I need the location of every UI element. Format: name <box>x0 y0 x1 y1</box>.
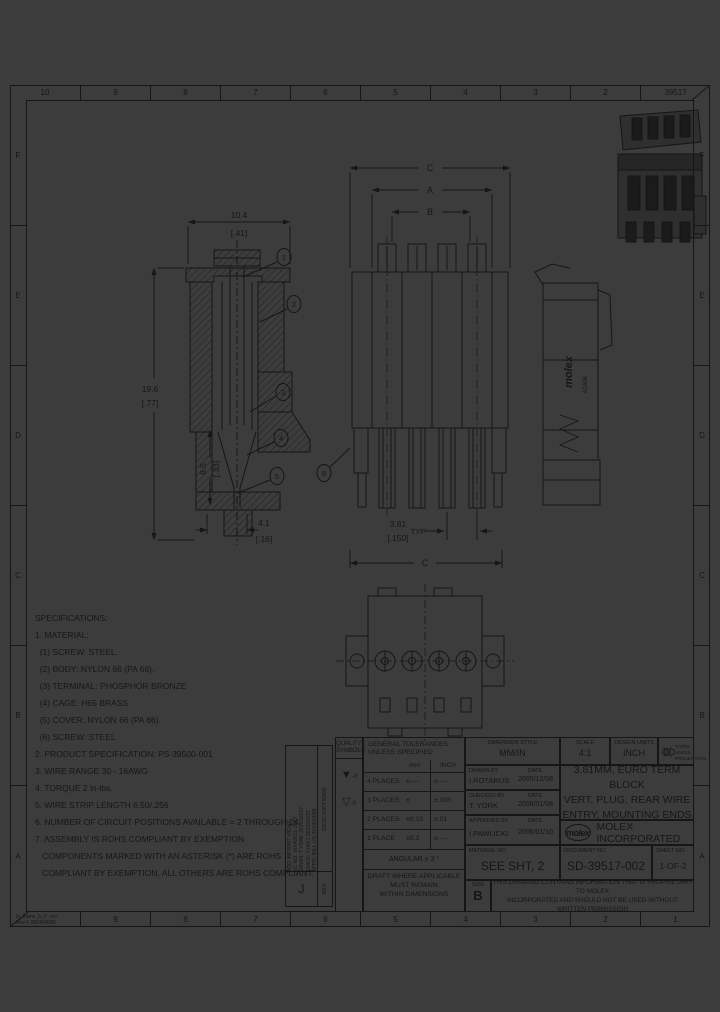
frame-note-line2: Rev F 2004/04/05 <box>16 919 56 926</box>
tol-row-1place: 1 PLACE ±0.3 ±---- <box>364 830 464 850</box>
scale-value: 4:1 <box>578 748 592 758</box>
drawing-title-line3: ENTRY, MOUNTING ENDS <box>562 808 692 821</box>
quality-symbol-filled-triangle: ▼-0 <box>340 769 358 781</box>
dimension-style-label: DIMENSION STYLE <box>487 740 538 746</box>
svg-text:4.1: 4.1 <box>258 518 270 528</box>
row-right-c: C <box>694 505 710 645</box>
drawn-date-label: DATE <box>528 768 543 774</box>
dimension-style-box <box>465 737 560 765</box>
tol-row-4places: 4 PLACES ±---- ±---- <box>364 773 464 792</box>
svg-text:C: C <box>426 163 434 173</box>
projection-box <box>658 737 706 765</box>
tol-row-3places: 3 PLACES ± ±.005 <box>364 792 464 811</box>
svg-text:[.33]: [.33] <box>211 460 221 478</box>
spec-line: (2) BODY: NYLON 66 (PA 66). <box>35 664 155 674</box>
material-value: SEE SHT, 2 <box>480 859 545 873</box>
size-label: SIZE <box>471 882 485 888</box>
row-left-e: E <box>10 225 26 365</box>
spec-line: COMPONENTS MARKED WITH AN ASTERISK (*) ARE ROHS <box>35 851 282 861</box>
row-left-a: A <box>10 785 26 927</box>
drawn-date-value: 2005/12/08 <box>518 776 554 783</box>
spec-line: COMPLIANT BY EXEMPTION, ALL OTHERS ARE ROHS COMPLIANT. <box>35 868 314 878</box>
design-units-box <box>610 737 658 765</box>
document-number-box <box>560 845 652 880</box>
approved-date-label: DATE <box>528 818 543 824</box>
spec-line: (1) SCREW: STEEL. <box>35 647 118 657</box>
revision-description-header: DESCRIPTIONS <box>322 787 328 831</box>
checked-by-value: T. YORK <box>469 801 499 810</box>
row-left-b: B <box>10 645 26 785</box>
frame-note-line1: lo_frame_b_P_rev <box>16 913 57 920</box>
spec-line: 2. PRODUCT SPECIFICATION: PS-39500-001 <box>35 749 213 759</box>
spec-line: 4. TORQUE 2 in-lbs. <box>35 783 113 793</box>
third-angle-projection-icon <box>661 746 675 758</box>
approved-by-box <box>465 815 560 845</box>
tol-row-2places: 2 PLACES ±0.13 ±.01 <box>364 811 464 830</box>
title-box <box>560 765 694 820</box>
svg-text:8.5: 8.5 <box>198 463 208 475</box>
zone-bottom-8: 8 <box>150 912 220 927</box>
approved-date-value: 2006/01/10 <box>518 829 554 836</box>
spec-line: 7. ASSEMBLY IS ROHS COMPLIANT BY EXEMPTION. <box>35 834 247 844</box>
dimension-style-value: MM/IN <box>499 748 526 758</box>
tolerances-header: GENERAL TOLERANCES UNLESS SPECIFIED <box>368 741 448 756</box>
row-left-d: D <box>10 365 26 505</box>
spec-line: 1. MATERIAL: <box>35 630 89 640</box>
molex-logo: molex <box>565 824 591 841</box>
spec-line: (4) CAGE: H65 BRASS <box>35 698 129 708</box>
drawn-by-value: I.ROTARUS <box>469 776 510 785</box>
zone-bottom-6: 6 <box>290 912 360 927</box>
svg-text:C: C <box>421 558 429 568</box>
svg-text:[.41]: [.41] <box>230 228 248 238</box>
size-box <box>465 880 491 912</box>
sheet-number-label: SHEET NO. <box>656 848 686 854</box>
checked-by-box <box>465 790 560 815</box>
svg-text:3.81: 3.81 <box>389 519 407 529</box>
svg-text:6: 6 <box>321 469 327 478</box>
row-right-d: D <box>694 365 710 505</box>
zone-top-4: 4 <box>430 85 500 100</box>
svg-text:[.16]: [.16] <box>255 534 273 544</box>
approved-by-label: APPROVED BY <box>469 818 509 824</box>
spec-line: 3. WIRE RANGE 30 - 16AWG <box>35 766 149 776</box>
zone-top-5: 5 <box>360 85 430 100</box>
scale-box <box>560 737 610 765</box>
svg-text:[.150]: [.150] <box>387 533 409 543</box>
quality-symbols-box <box>335 737 366 912</box>
svg-text:1: 1 <box>281 253 287 262</box>
scale-label: SCALE <box>575 740 595 746</box>
row-right-f: F <box>699 150 705 160</box>
zone-bottom-1: 1 <box>640 912 710 927</box>
revision-strip <box>285 745 333 907</box>
row-right-e: E <box>694 225 710 365</box>
revision-rev-label: REV <box>322 883 328 895</box>
company-name: MOLEX INCORPORATED <box>596 820 681 845</box>
spec-line: 5. WIRE STRIP LENGTH 6.50/.256 <box>35 800 169 810</box>
material-box <box>465 845 560 880</box>
size-value: B <box>473 888 483 903</box>
svg-text:A: A <box>426 185 434 195</box>
spec-line: (3) TERMINAL: PHOSPHOR BRONZE <box>35 681 187 691</box>
row-right-a: A <box>694 785 710 927</box>
revision-letter: J <box>286 872 318 906</box>
tol-angular: ANGULAR ± 3 ° <box>364 850 464 870</box>
checked-date-value: 2006/01/08 <box>518 801 554 808</box>
svg-text:B: B <box>426 207 434 217</box>
zone-bottom-4: 4 <box>430 912 500 927</box>
tol-col-inch: INCH <box>440 762 456 769</box>
zone-top-10: 10 <box>40 88 50 97</box>
checked-by-label: CHECKED BY <box>469 793 505 799</box>
approved-by-value: I.PAWLICKI <box>469 829 509 838</box>
svg-text:[.77]: [.77] <box>141 398 159 408</box>
draft-note: DRAFT WHERE APPLICABLE MUST REMAIN WITHIN DIMENSIONS <box>367 873 461 898</box>
svg-text:10.4: 10.4 <box>230 210 248 220</box>
quality-symbol-open-triangle: ▽-0 <box>342 796 356 808</box>
material-label: MATERIAL NO. <box>469 848 508 854</box>
zone-bottom-3: 3 <box>500 912 570 927</box>
design-units-label: DESIGN UNITS <box>614 740 654 746</box>
zone-bottom-2: 2 <box>570 912 640 927</box>
svg-text:3: 3 <box>280 388 286 397</box>
zone-top-7: 7 <box>220 85 290 100</box>
projection-label: THIRD ANGLE PROJECTION <box>675 745 706 762</box>
revision-description: ADD IMPRINT VIEWS EC NO. WXA2011-3067 DRWN: T.YORK 2010/10/27 CHK'D: T.HRIT 2010/10/27 APPR: BILL US 2010/10/28 <box>287 807 318 872</box>
svg-text:4: 4 <box>278 434 284 443</box>
document-number-value: SD-39517-002 <box>566 859 646 873</box>
svg-text:TYP: TYP <box>410 527 426 536</box>
quality-symbols-title: QUALITY SYMBOLS <box>336 738 362 759</box>
zone-top-2: 2 <box>570 85 640 100</box>
svg-text:2: 2 <box>291 300 297 309</box>
spec-line: (6) SCREW: STEEL <box>35 732 116 742</box>
row-left-f: F <box>15 150 21 160</box>
drawing-title-line2: VERT, PLUG, REAR WIRE <box>563 793 691 806</box>
spec-line: 6. NUMBER OF CIRCUIT POSITIONS AVAILABLE = 2 THROUGH 24. <box>35 817 302 827</box>
drawn-by-label: DRAWN BY <box>469 768 499 774</box>
svg-text:A1506: A1506 <box>583 376 589 394</box>
zone-top-3: 3 <box>500 85 570 100</box>
spec-line: (5) COVER: NYLON 66 (PA 66). <box>35 715 161 725</box>
design-units-value: INCH <box>623 748 645 758</box>
drawn-by-box <box>465 765 560 790</box>
zone-top-6: 6 <box>290 85 360 100</box>
proprietary-note: THIS DRAWING CONTAINS INFORMATION THAT IS PROPRIETARY TO MOLEX INCORPORATED AND SHOULD NOT BE USED WITHOUT WRITTEN PERMISSION <box>492 879 693 913</box>
spec-line: SPECIFICATIONS: <box>35 613 108 623</box>
zone-top-8: 8 <box>150 85 220 100</box>
general-tolerances-box <box>363 737 465 912</box>
sheet-number-box <box>652 845 694 880</box>
tol-col-mm: mm <box>409 762 420 769</box>
zone-top-9: 9 <box>80 85 150 100</box>
drawing-title-line1: 3.81MM, EURO TERM BLOCK <box>573 763 681 791</box>
row-right-b: B <box>694 645 710 785</box>
sheet-number-corner: 39517 <box>640 85 710 100</box>
svg-text:5: 5 <box>274 472 280 481</box>
svg-text:molex: molex <box>563 356 575 388</box>
zone-bottom-7: 7 <box>220 912 290 927</box>
row-left-c: C <box>10 505 26 645</box>
svg-text:19.6: 19.6 <box>141 384 159 394</box>
company-box <box>560 820 694 845</box>
zone-bottom-9: 9 <box>80 912 150 927</box>
zone-bottom-5: 5 <box>360 912 430 927</box>
sheet-number-value: 1-OF-2 <box>659 861 687 871</box>
checked-date-label: DATE <box>528 793 543 799</box>
document-number-label: DOCUMENT NO. <box>564 848 607 854</box>
